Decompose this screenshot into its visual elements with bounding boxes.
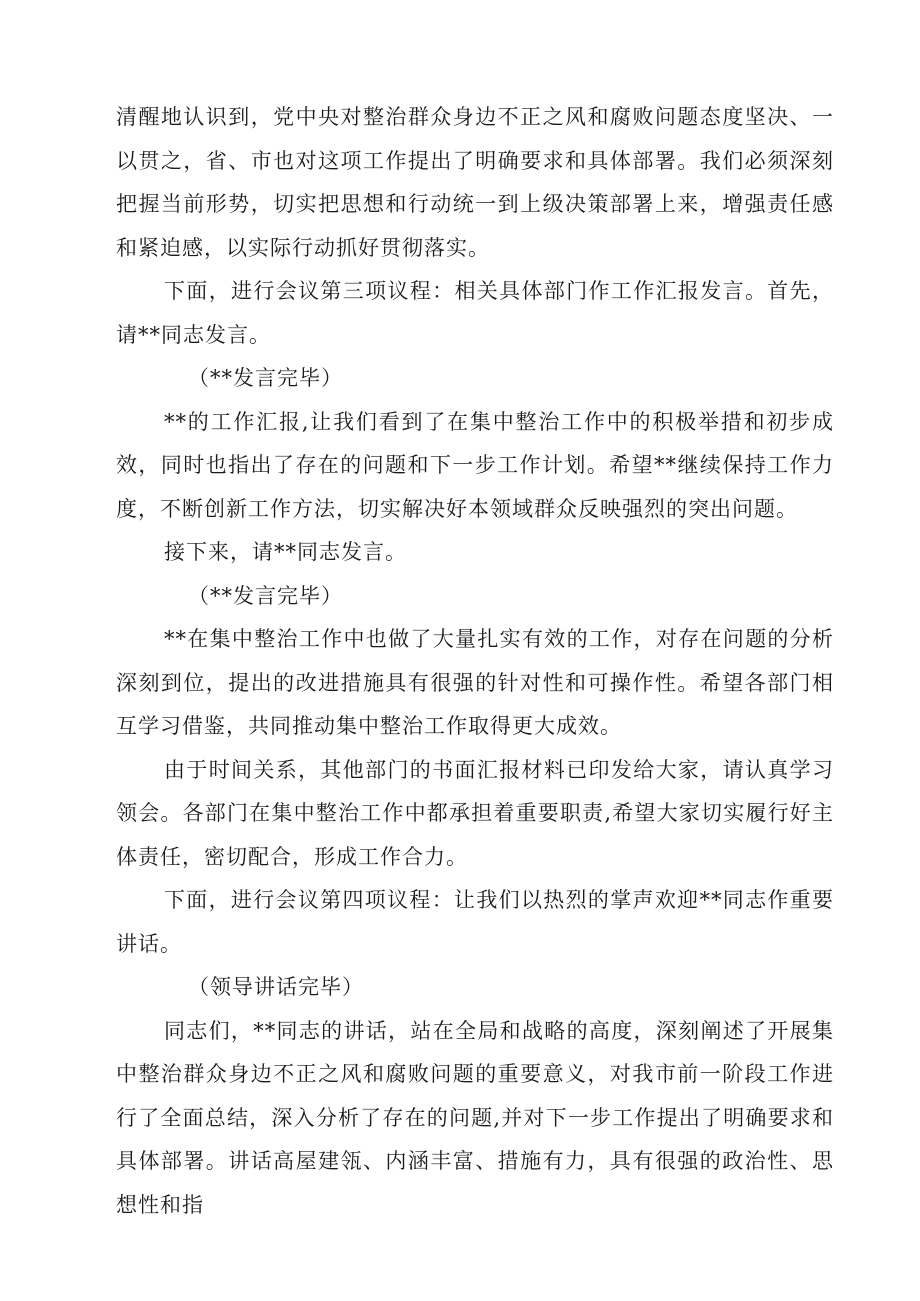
stage-note-speech-finished: （**发言完毕） [188, 366, 343, 390]
paragraph-next-speaker: 接下来，请**同志发言。 [164, 540, 407, 564]
paragraph-written-reports: 由于时间关系，其他部门的书面汇报材料已印发给大家，请认真学习领会。各部门在集中整治工作中都承担着重要职责,希望大家切实履行好主体责任，密切配合，形成工作合力。 [116, 757, 834, 869]
stage-note-leader-speech-finished: （领导讲话完毕） [188, 975, 364, 999]
paragraph-continuation: 清醒地认识到，党中央对整治群众身边不正之风和腐败问题态度坚决、一以贯之，省、市也对这项工作提出了明确要求和具体部署。我们必须深刻把握当前形势，切实把思想和行动统一到上级决策部署上来，增强责任感和紧迫感，以实际行动抓好贯彻落实。 [116, 105, 834, 260]
stage-note-speech-finished-second: （**发言完毕） [188, 583, 343, 608]
paragraph-agenda-item-four: 下面，进行会议第四项议程：让我们以热烈的掌声欢迎**同志作重要讲话。 [116, 888, 834, 956]
paragraph-report-comment: **的工作汇报,让我们看到了在集中整治工作中的积极举措和初步成效，同时也指出了存在的问题和下一步工作计划。希望**继续保持工作力度，不断创新工作方法，切实解决好本领域群众反映强烈的突出问题。 [116, 409, 834, 521]
document-body [116, 96, 834, 1227]
paragraph-speech-summary: 同志们，**同志的讲话，站在全局和战略的高度，深刻阐述了开展集中整治群众身边不正之风和腐败问题的重要意义，对我市前一阶段工作进行了全面总结，深入分析了存在的问题,并对下一步工作提出了明确要求和具体部署。讲话高屋建瓴、内涵丰富、措施有力，具有很强的政治性、思想性和指 [116, 1018, 834, 1217]
paragraph-second-report-comment: **在集中整治工作中也做了大量扎实有效的工作，对存在问题的分析深刻到位，提出的改进措施具有很强的针对性和可操作性。希望各部门相互学习借鉴，共同推动集中整治工作取得更大成效。 [116, 627, 834, 738]
paragraph-agenda-item-three: 下面，进行会议第三项议程：相关具体部门作工作汇报发言。首先，请**同志发言。 [116, 279, 834, 347]
